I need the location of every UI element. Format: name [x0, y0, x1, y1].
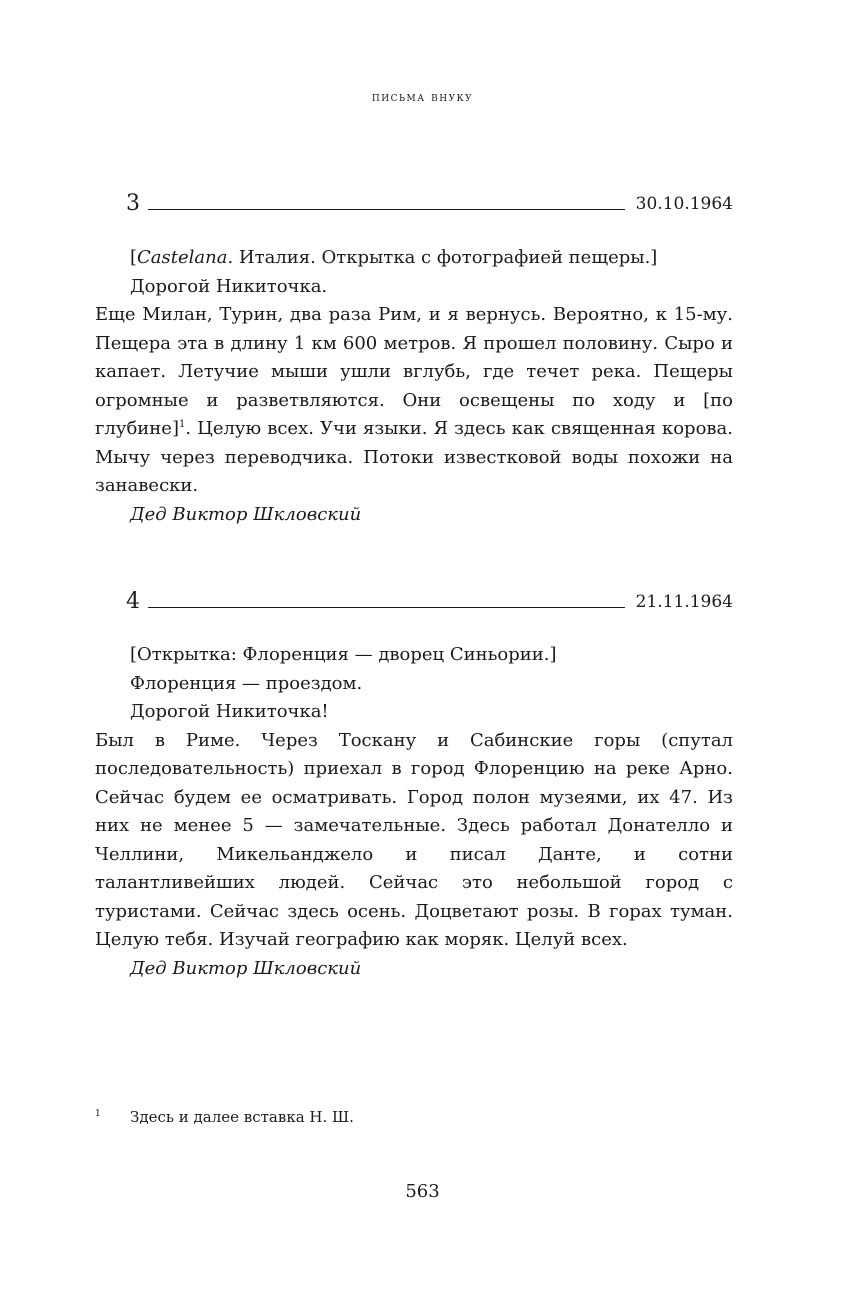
page-number: 563: [405, 1181, 440, 1202]
letter-3-text: [95, 244, 733, 529]
footnote-text: Здесь и далее вставка Н. Ш.: [130, 1108, 354, 1126]
letter-number: 3: [126, 191, 140, 216]
letter-number: 4: [126, 589, 140, 614]
header-rule: [148, 607, 625, 608]
header-rule: [148, 209, 625, 210]
letter-body: Был в Риме. Через Тоскану и Сабинские горы (спутал последовательность) приехал в город Флоренцию на реке Арно. Сейчас будем ее осматривать. Город полон музеями, их 47. Из них не менее 5 — замечательные. Здесь работал Донателло и Челлини, Микельанджело и писал Данте, и сотни талантливейших людей. Сейчас это небольшой город с туристами. Сейчас здесь осень. Доцветают розы. В горах туман. Целую тебя. Изучай географию как моряк. Целуй всех.: [95, 729, 733, 950]
letter-3-header: [118, 190, 733, 220]
bracket-note: [Castelana. Италия. Открытка с фотографией пещеры.]: [130, 247, 658, 268]
greeting: Дорогой Никиточка!: [130, 701, 329, 722]
letter-date: 21.11.1964: [635, 592, 733, 612]
place-italic: Castelana: [137, 247, 228, 268]
letter-4-header: [118, 588, 733, 618]
letter-4-text: [95, 641, 733, 983]
letter-date: 30.10.1964: [635, 194, 733, 214]
place-line: Флоренция — проездом.: [130, 672, 363, 694]
letter-body: Еще Милан, Турин, два раза Рим, и я вернусь. Вероятно, к 15-му. Пещера эта в длину 1 км 600 метров. Я прошел половину. Сыро и капает. Летучие мыши ушли вглубь, где течет река. Пещеры огромные и разветвляются. Они освещены по ходу и [по глубине]$^1$. Целую всех. Учи языки. Я здесь как священная корова. Мычу через переводчика. Потоки известковой воды похожи на занавески.: [95, 304, 733, 496]
bracket-note: [Открытка: Флоренция — дворец Синьории.]: [130, 644, 557, 665]
footnote-ref: 1: [178, 419, 186, 430]
greeting: Дорогой Никиточка.: [130, 275, 328, 297]
running-head: письма внуку: [371, 90, 474, 105]
signature: Дед Виктор Шкловский: [130, 503, 362, 525]
footnote-mark: 1: [95, 1109, 101, 1119]
signature: Дед Виктор Шкловский: [130, 957, 362, 979]
